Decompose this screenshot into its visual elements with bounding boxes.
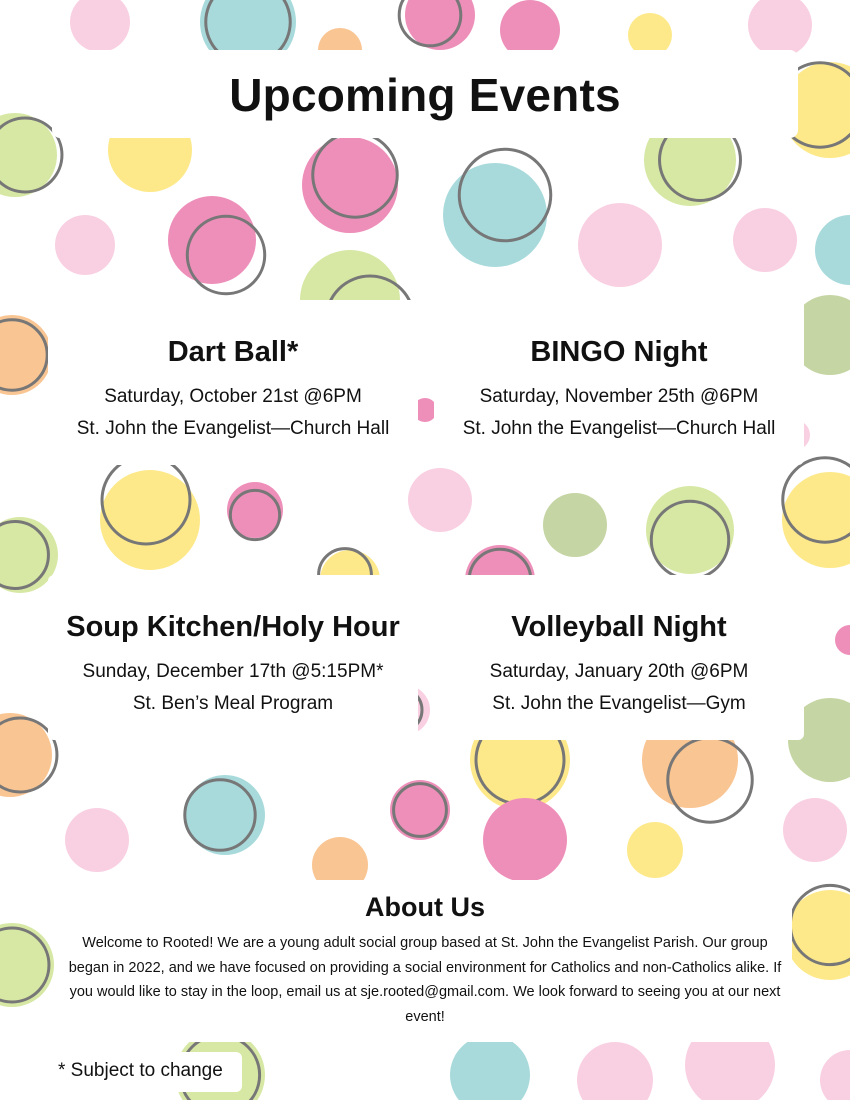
event-date: Sunday, December 17th @5:15PM* (82, 661, 384, 682)
event-card-soup-kitchen (48, 575, 418, 740)
page-title: Upcoming Events (229, 69, 621, 121)
polka-dot (733, 208, 797, 272)
polka-dot (782, 472, 850, 568)
event-location: St. Ben’s Meal Program (132, 693, 334, 714)
polka-dot (627, 822, 683, 878)
polka-dot (168, 196, 256, 284)
polka-dot (55, 215, 115, 275)
polka-dot (302, 137, 398, 233)
polka-dot (646, 486, 734, 574)
polka-dot (0, 923, 54, 1007)
polka-dot (748, 0, 812, 57)
event-title: BINGO Night (530, 336, 708, 368)
polka-dot (783, 798, 847, 862)
about-heading: About Us (365, 892, 485, 922)
polka-dot (390, 780, 450, 840)
event-location: St. John the Evangelist—Gym (492, 693, 746, 714)
polka-dot (0, 315, 52, 395)
polka-dot (408, 468, 472, 532)
event-location: St. John the Evangelist—Church Hall (462, 418, 776, 439)
polka-dot (785, 890, 850, 980)
event-date: Saturday, November 25th @6PM (479, 386, 759, 407)
event-title: Dart Ball* (167, 336, 299, 368)
event-card-bingo-night (434, 300, 804, 465)
event-card-dart-ball (48, 300, 418, 465)
polka-dot (543, 493, 607, 557)
event-date: Saturday, October 21st @6PM (104, 386, 362, 407)
polka-dot (483, 798, 567, 882)
polka-dot (820, 1050, 850, 1100)
footnote-text: * Subject to change (58, 1060, 223, 1081)
about-us-section (58, 880, 792, 1042)
event-title: Soup Kitchen/Holy Hour (66, 611, 400, 643)
polka-dot (443, 163, 547, 267)
polka-dot (578, 203, 662, 287)
footnote-panel (48, 1052, 242, 1092)
polka-dot (70, 0, 130, 52)
event-title: Volleyball Night (511, 611, 727, 643)
polka-dot (815, 215, 850, 285)
about-body: Welcome to Rooted! We are a young adult social group based at St. John the Evangelist Parish. Our group began in 2022, and we have focused on providing a social environment for Catholics and non-Catholics alike. If you would like to stay in the loop, email us at sje.rooted@gmail.com. We look forward to seeing you at our next event! (68, 935, 782, 1025)
event-card-volleyball-night (434, 575, 804, 740)
title-panel (52, 50, 798, 138)
polka-dot (577, 1042, 653, 1100)
event-location: St. John the Evangelist—Church Hall (76, 418, 390, 439)
polka-dot (450, 1035, 530, 1100)
polka-dot (65, 808, 129, 872)
event-date: Saturday, January 20th @6PM (489, 661, 749, 682)
polka-dot (835, 625, 850, 655)
